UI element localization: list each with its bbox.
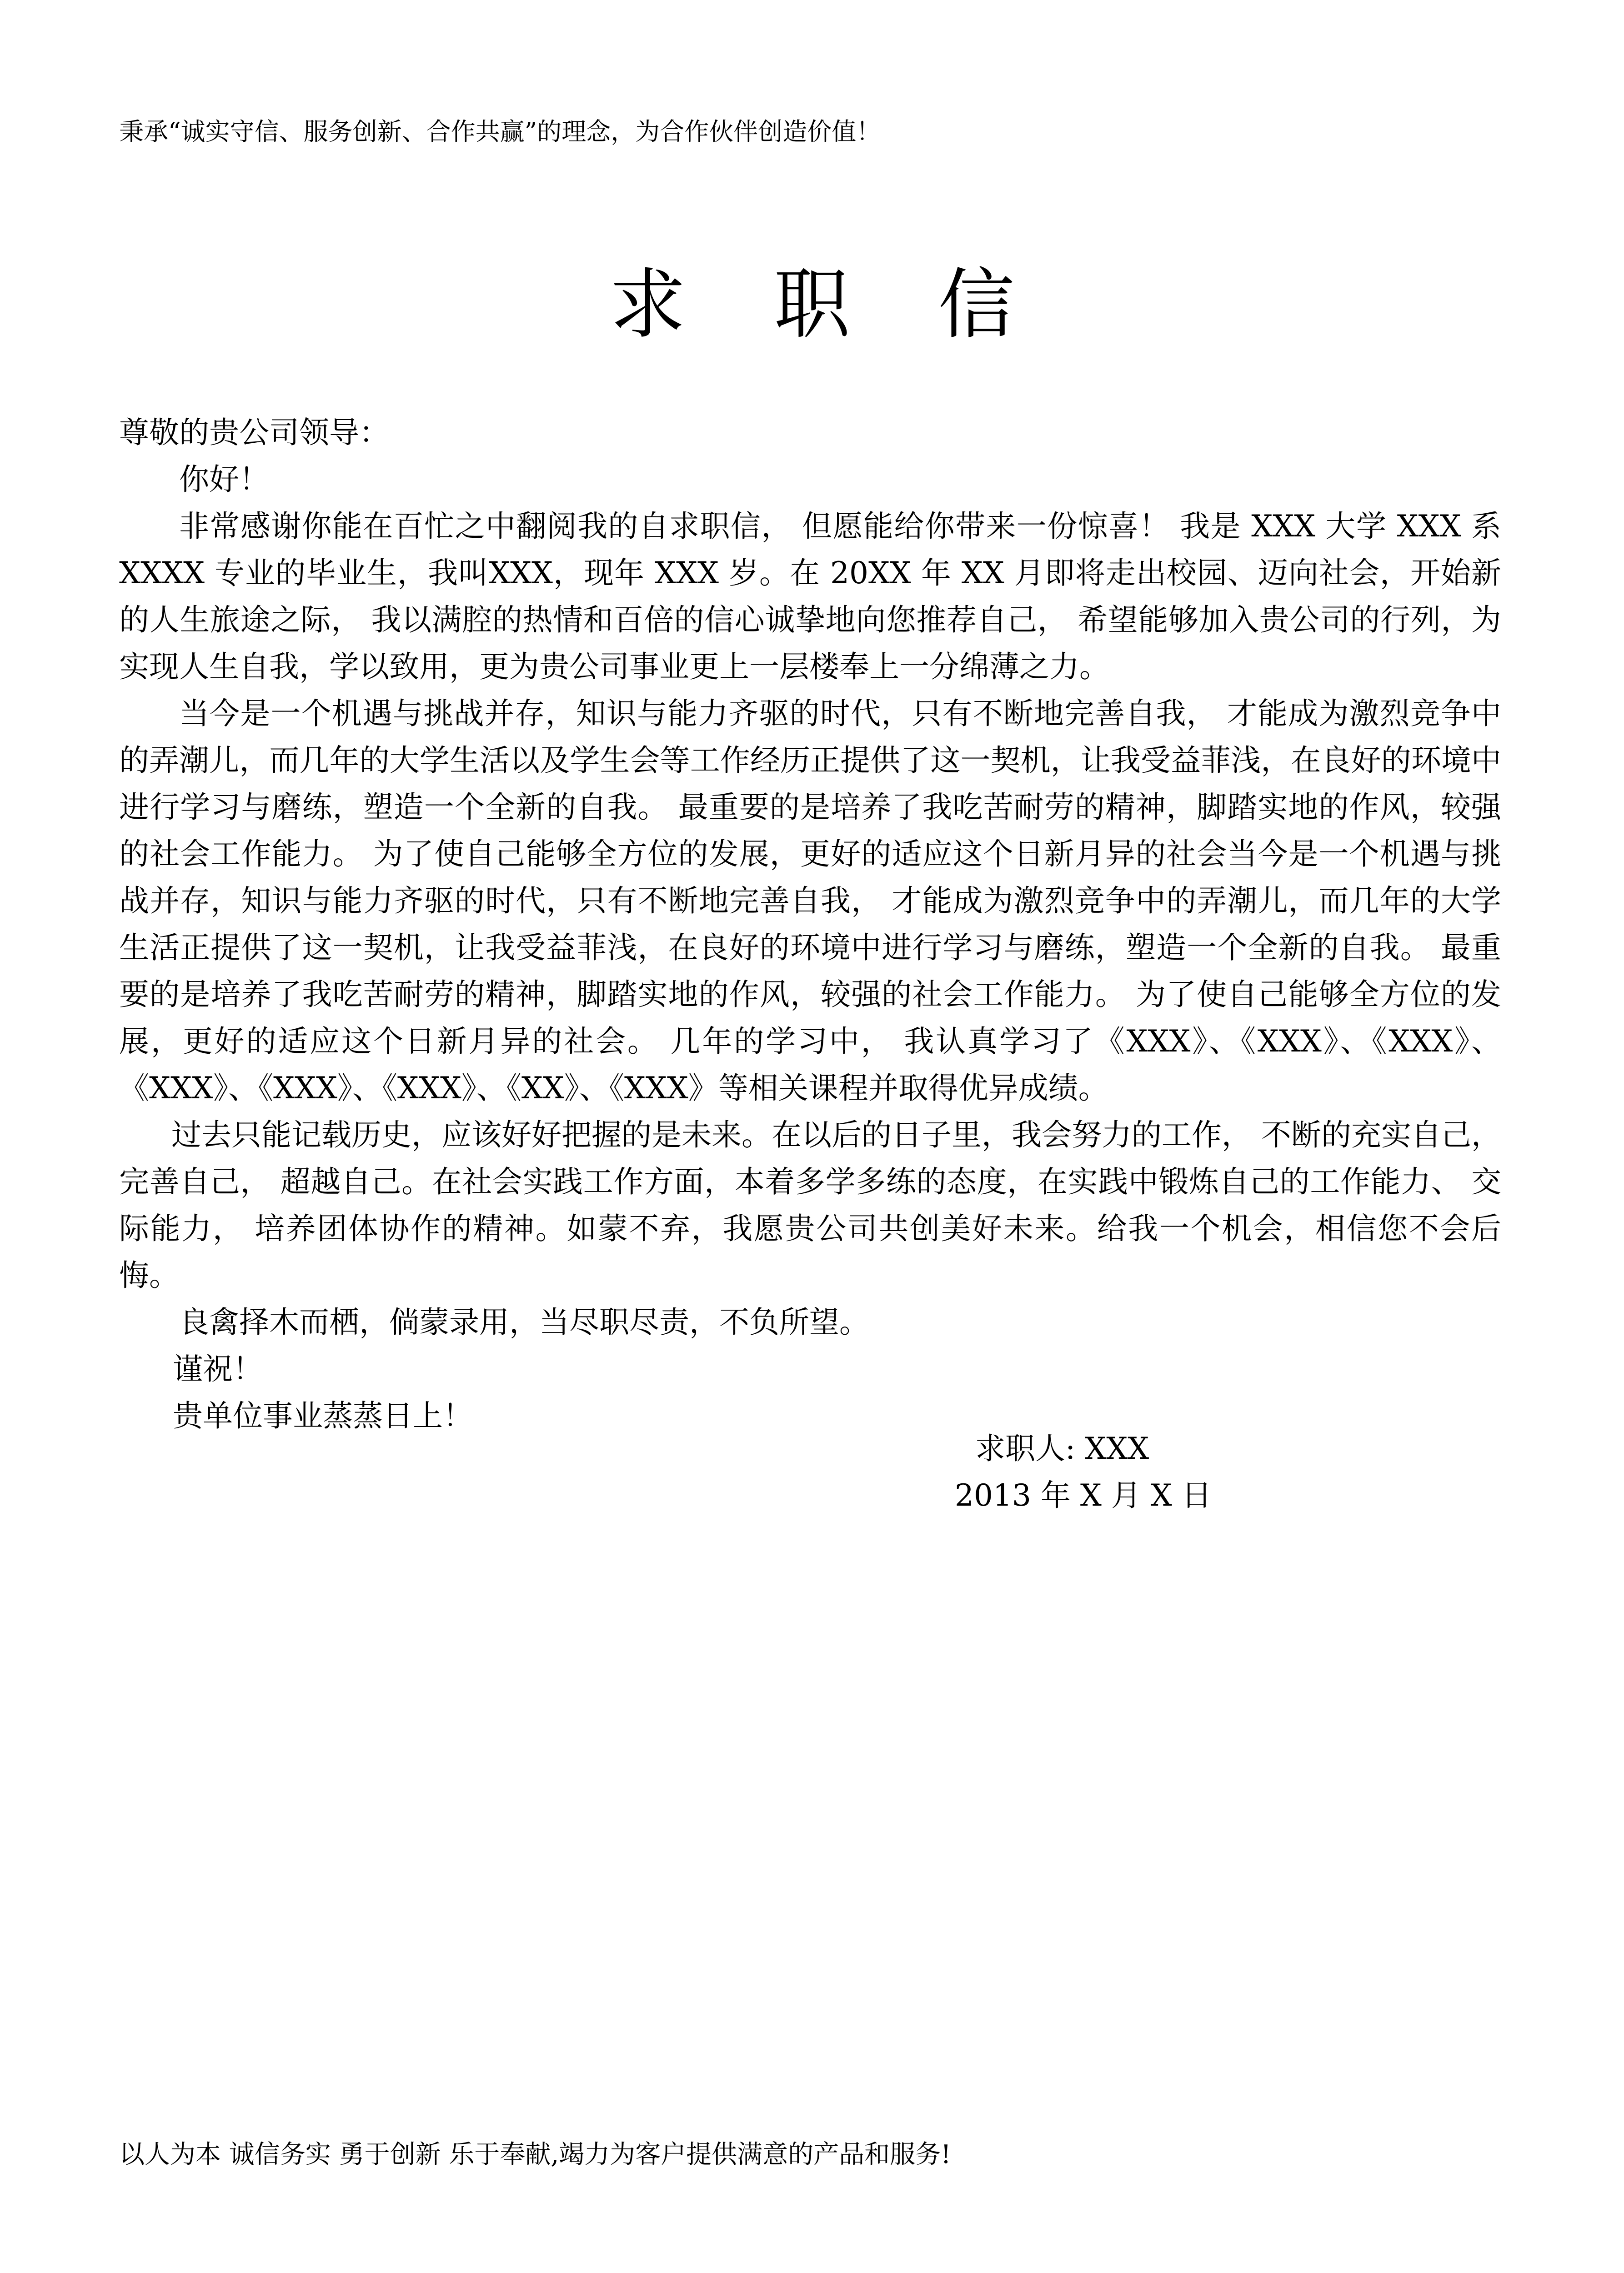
salutation: 尊敬的贵公司领导： xyxy=(119,415,389,450)
page-title: 求 职 信 xyxy=(609,260,1047,349)
closing-wish: 谨祝！ xyxy=(173,1352,263,1387)
signature-name: 求职人: XXX xyxy=(975,1431,1149,1466)
paragraph-future: 过去只能记载历史，应该好好把握的是未来。在以后的日子里，我会努力的工作， 不断的充实自己， 完善自己， 超越自己。在社会实践工作方面，本着多学多练的态度，在实践中锻炼自己的工作能力、 交际能力， 培养团体协作的精神。如蒙不弃，我愿贵公司共创美好未来。给我一个机会，相信您不会后悔。 xyxy=(119,1117,1501,1293)
signature-date: 2013 年 X 月 X 日 xyxy=(955,1478,1212,1513)
closing-blessing: 贵单位事业蒸蒸日上！ xyxy=(173,1398,473,1433)
signature-block xyxy=(955,1425,1212,1519)
paragraph-experience: 当今是一个机遇与挑战并存，知识与能力齐驱的时代，只有不断地完善自我， 才能成为激烈竞争中的弄潮儿，而几年的大学生活以及学生会等工作经历正提供了这一契机，让我受益菲浅，在良好的环境中进行学习与磨练，塑造一个全新的自我。 最重要的是培养了我吃苦耐劳的精神，脚踏实地的作风，较强的社会工作能力。 为了使自己能够全方位的发展，更好的适应这个日新月异的社会当今是一个机遇与挑战并存，知识与能力齐驱的时代，只有不断地完善自我， 才能成为激烈竞争中的弄潮儿，而几年的大学生活正提供了这一契机，让我受益菲浅，在良好的环境中进行学习与磨练，塑造一个全新的自我。 最重要的是培养了我吃苦耐劳的精神，脚踏实地的作风，较强的社会工作能力。 为了使自己能够全方位的发展，更好的适应这个日新月异的社会。 几年的学习中， 我认真学习了《XXX》、《XXX》、《XXX》、《XXX》、《XXX》、《XXX》、《XX》、《XXX》等相关课程并取得优异成绩。 xyxy=(119,696,1501,1106)
header-slogan: 秉承“诚实守信、服务创新、合作共赢”的理念，为合作伙伴创造价值！ xyxy=(119,117,881,146)
footer-slogan: 以人为本 诚信务实 勇于创新 乐于奉献,竭力为客户提供满意的产品和服务! xyxy=(119,2140,951,2169)
paragraph-introduction: 非常感谢你能在百忙之中翻阅我的自求职信， 但愿能给你带来一份惊喜！ 我是 XXX 大学 XXX 系 XXXX 专业的毕业生，我叫XXX，现年 XXX 岁。在 20XX 年 XX 月即将走出校园、迈向社会，开始新的人生旅途之际， 我以满腔的热情和百倍的信心诚挚地向您推荐自己， 希望能够加入贵公司的行列，为实现人生自我，学以致用，更为贵公司事业更上一层楼奉上一分绵薄之力。 xyxy=(119,509,1501,684)
closing-line: 良禽择木而栖，倘蒙录用，当尽职尽责，不负所望。 xyxy=(179,1305,869,1340)
greeting: 你好！ xyxy=(179,462,269,497)
letter-body xyxy=(119,409,1501,1439)
